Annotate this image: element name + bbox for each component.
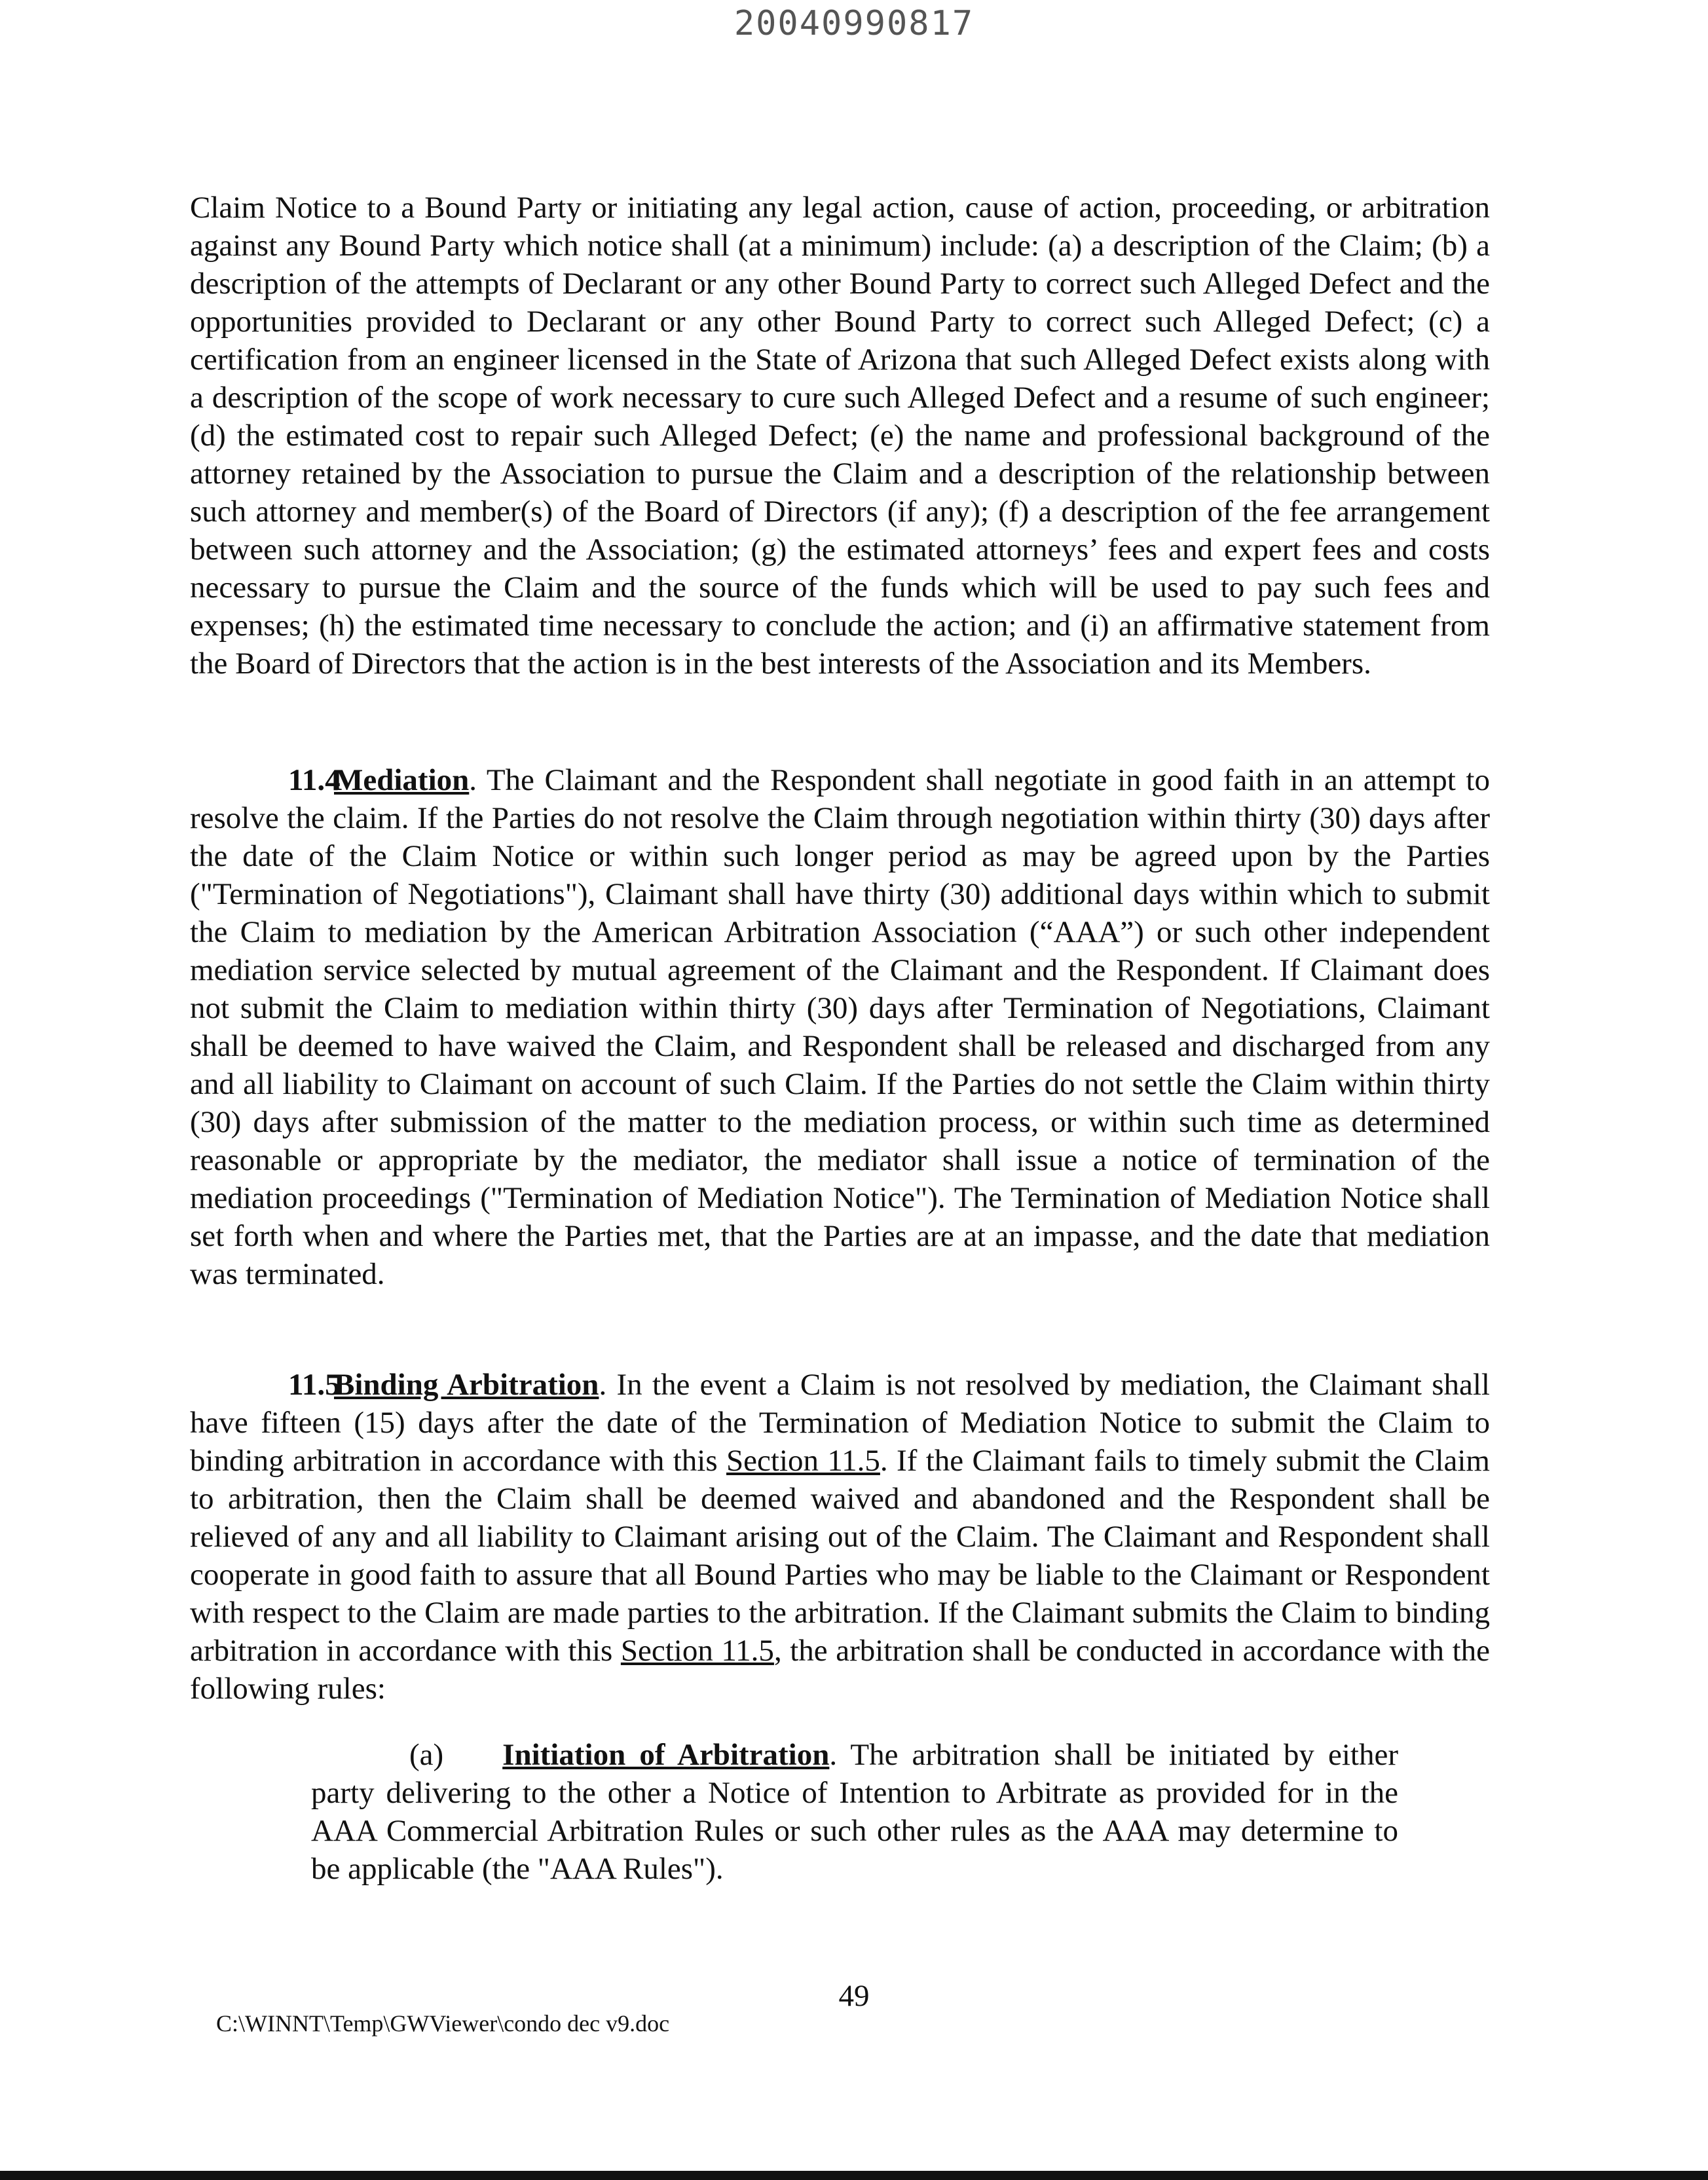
section-cross-reference: Section 11.5: [620, 1634, 774, 1668]
subsection-a-initiation-of-arbitration: [311, 1736, 1398, 1888]
scan-stamp-number: 20040990817: [733, 4, 975, 43]
paragraph-claim-notice-continuation: Claim Notice to a Bound Party or initiating any legal action, cause of action, proceeding, or arbitration against any Bound Party which notice shall (at a minimum) include: (a) a description of the Claim; (b) a description of the attempts of Declarant or any other Bound Party to correct such Alleged Defect and the opportunities provided to Declarant or any other Bound Party to correct such Alleged Defect; (c) a certification from an engineer licensed in the State of Arizona that such Alleged Defect exists along with a description of the scope of work necessary to cure such Alleged Defect and a resume of such engineer; (d) the estimated cost to repair such Alleged Defect; (e) the name and professional background of the attorney retained by the Association to pursue the Claim and a description of the relationship between such attorney and member(s) of the Board of Directors (if any); (f) a description of the fee arrangement between such attorney and the Association; (g) the estimated attorneys’ fees and expert fees and costs necessary to pursue the Claim and the source of the funds which will be used to pay such fees and expenses; (h) the estimated time necessary to conclude the action; and (i) an affirmative statement from the Board of Directors that the action is in the best interests of the Association and its Members.: [190, 191, 1490, 681]
section-body-part-2: . If the Claimant fails to timely submit the Claim to arbitration, then the Claim shall be deemed waived and abandoned and the Respondent shall be relieved of any and all liability to Claimant arising out of the Claim. The Claimant and Respondent shall cooperate in good faith to assure that all Bound Parties who may be liable to the Claimant or Respondent with respect to the Claim are made parties to the arbitration. If the Claimant submits the Claim to binding arbitration in accordance with this: [190, 1444, 1490, 1668]
subsection-label: (a): [409, 1738, 444, 1772]
footer-file-path: C:\WINNT\Temp\GWViewer\condo dec v9.doc: [216, 2010, 670, 2037]
page-number: 49: [838, 1979, 870, 2013]
section-body-part-3: , the arbitration shall be conducted in accordance with the following rules:: [190, 1634, 1490, 1706]
section-body-part-1: . In the event a Claim is not resolved by mediation, the Claimant shall have fifteen (15) days after the date of the Termination of Mediation Notice to submit the Claim to binding arbitration in accordance with this: [190, 1368, 1490, 1478]
section-heading: Mediation: [334, 763, 470, 797]
section-heading: Binding Arbitration: [334, 1368, 599, 1402]
scan-bottom-edge: [0, 2171, 1708, 2180]
section-11-4-mediation: 11.4Mediation. The Claimant and the Respondent shall negotiate in good faith in an attempt to resolve the claim. If the Parties do not resolve the Claim through negotiation within thirty (30) days after the date of the Claim Notice or within such longer period as may be agreed upon by the Parties ("Termination of Negotiations"), Claimant shall have thirty (30) additional days within which to submit the Claim to mediation by the American Arbitration Association (“AAA”) or such other independent mediation service selected by mutual agreement of the Claimant and the Respondent. If Claimant does not submit the Claim to mediation within thirty (30) days after Termination of Negotiations, Claimant shall be deemed to have waived the Claim, and Respondent shall be released and discharged from any and all liability to Claimant on account of such Claim. If the Parties do not settle the Claim within thirty (30) days after submission of the matter to the mediation process, or within such time as determined reasonable or appropriate by the mediator, the mediator shall issue a notice of termination of the mediation proceedings ("Termination of Mediation Notice"). The Termination of Mediation Notice shall set forth when and where the Parties met, that the Parties are at an impasse, and the date that mediation was terminated.: [190, 763, 1490, 1291]
section-11-5-binding-arbitration: 11.5Binding Arbitration. In the event a Claim is not resolved by mediation, the Claimant shall have fifteen (15) days after the date of the Termination of Mediation Notice to submit the Claim to binding arbitration in accordance with this Section 11.5. If the Claimant fails to timely submit the Claim to arbitration, then the Claim shall be deemed waived and abandoned and the Respondent shall be relieved of any and all liability to Claimant arising out of the Claim. The Claimant and Respondent shall cooperate in good faith to assure that all Bound Parties who may be liable to the Claimant or Respondent with respect to the Claim are made parties to the arbitration. If the Claimant submits the Claim to binding arbitration in accordance with this Section 11.5, the arbitration shall be conducted in accordance with the following rules:: [190, 1368, 1490, 1706]
subsection-heading: Initiation of Arbitration: [502, 1738, 830, 1772]
subsection-body: . The arbitration shall be initiated by either party delivering to the other a Notice of Intention to Arbitrate as provided for in the AAA Commercial Arbitration Rules or such other rules as the AAA may determine to be applicable (the "AAA Rules").: [311, 1738, 1398, 1886]
section-cross-reference: Section 11.5: [726, 1444, 880, 1478]
section-body: . The Claimant and the Respondent shall negotiate in good faith in an attempt to resolve the claim. If the Parties do not resolve the Claim through negotiation within thirty (30) days after the date of the Claim Notice or within such longer period as may be agreed upon by the Parties ("Termination of Negotiations"), Claimant shall have thirty (30) additional days within which to submit the Claim to mediation by the American Arbitration Association (“AAA”) or such other independent mediation service selected by mutual agreement of the Claimant and the Respondent. If Claimant does not submit the Claim to mediation within thirty (30) days after Termination of Negotiations, Claimant shall be deemed to have waived the Claim, and Respondent shall be released and discharged from any and all liability to Claimant on account of such Claim. If the Parties do not settle the Claim within thirty (30) days after submission of the matter to the mediation process, or within such time as determined reasonable or appropriate by the mediator, the mediator shall issue a notice of termination of the mediation proceedings ("Termination of Mediation Notice"). The Termination of Mediation Notice shall set forth when and where the Parties met, that the Parties are at an impasse, and the date that mediation was terminated.: [190, 763, 1490, 1291]
